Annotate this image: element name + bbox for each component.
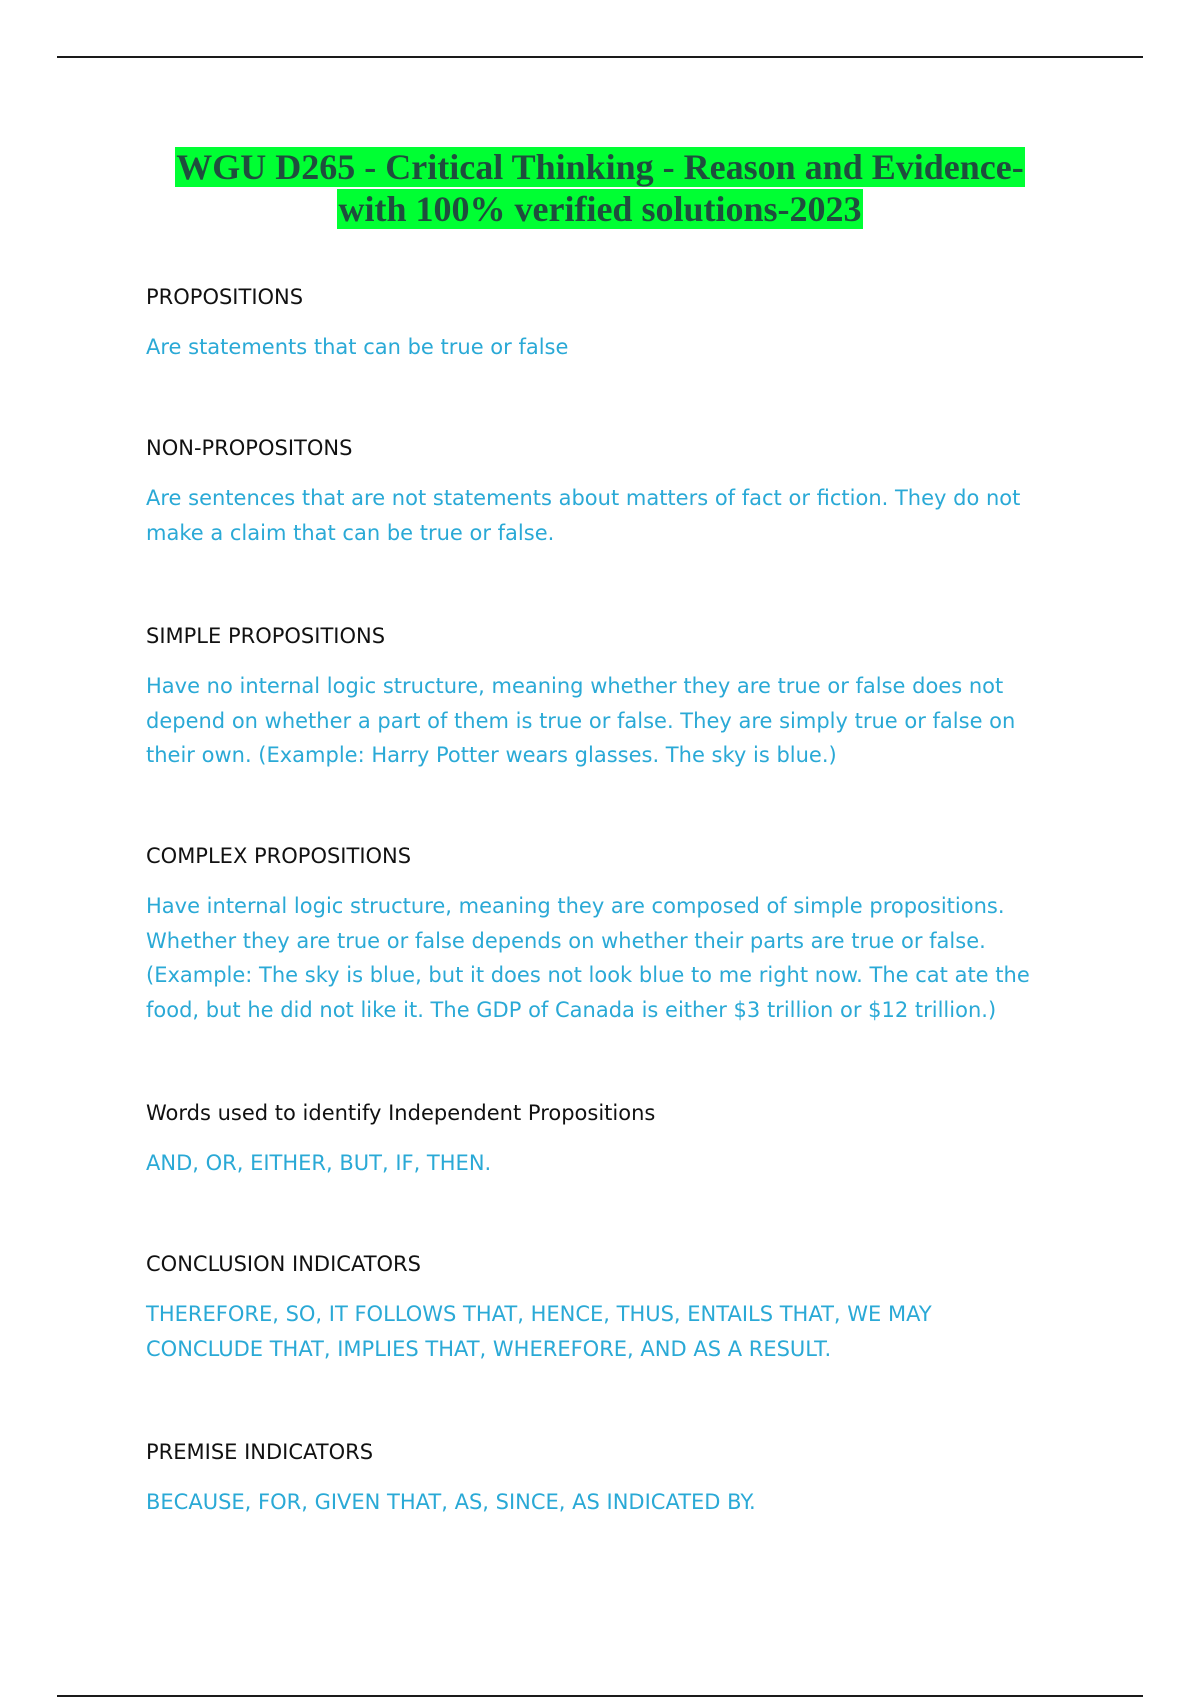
flashcard-list <box>146 280 1046 1520</box>
flashcard-non-propositions <box>146 431 1046 619</box>
bottom-rule <box>57 1695 1143 1697</box>
top-rule <box>57 56 1143 58</box>
term: Words used to identify Independent Propositions <box>146 1101 656 1125</box>
definition: Have internal logic structure, meaning they are composed of simple propositions. Whether they are true or false depends on whether their parts are true or false. (Example: The sky is blue, but it does not look blue to me right now. The cat ate the food, but he did not like it. The GDP of Canada is either $3 trillion or $12 trillion.) <box>146 894 1030 1022</box>
flashcard-simple-propositions <box>146 619 1046 839</box>
flashcard-independent-propositions <box>146 1096 1046 1247</box>
term: CONCLUSION INDICATORS <box>146 1252 421 1276</box>
flashcard-conclusion-indicators <box>146 1247 1046 1435</box>
flashcard-premise-indicators <box>146 1435 1046 1520</box>
flashcard-propositions <box>146 280 1046 431</box>
term: PROPOSITIONS <box>146 285 304 309</box>
term: PREMISE INDICATORS <box>146 1440 374 1464</box>
definition: BECAUSE, FOR, GIVEN THAT, AS, SINCE, AS INDICATED BY. <box>146 1490 756 1514</box>
definition: AND, OR, EITHER, BUT, IF, THEN. <box>146 1151 492 1175</box>
definition: Have no internal logic structure, meaning whether they are true or false does not depend on whether a part of them is true or false. They are simply true or false on their own. (Example: Harry Potter wears glasses. The sky is blue.) <box>146 674 1016 767</box>
definition: Are sentences that are not statements about matters of fact or fiction. They do not make a claim that can be true or false. <box>146 486 1021 545</box>
term: COMPLEX PROPOSITIONS <box>146 844 412 868</box>
document-title <box>100 146 1100 230</box>
term: NON-PROPOSITONS <box>146 436 353 460</box>
term: SIMPLE PROPOSITIONS <box>146 624 386 648</box>
title-line-1: WGU D265 - Critical Thinking - Reason and Evidence- <box>176 147 1024 187</box>
definition: Are statements that can be true or false <box>146 335 569 359</box>
title-line-2: with 100% verified solutions-2023 <box>338 189 862 229</box>
flashcard-complex-propositions <box>146 839 1046 1096</box>
definition: THEREFORE, SO, IT FOLLOWS THAT, HENCE, THUS, ENTAILS THAT, WE MAY CONCLUDE THAT, IMPLIES THAT, WHEREFORE, AND AS A RESULT. <box>146 1302 932 1361</box>
